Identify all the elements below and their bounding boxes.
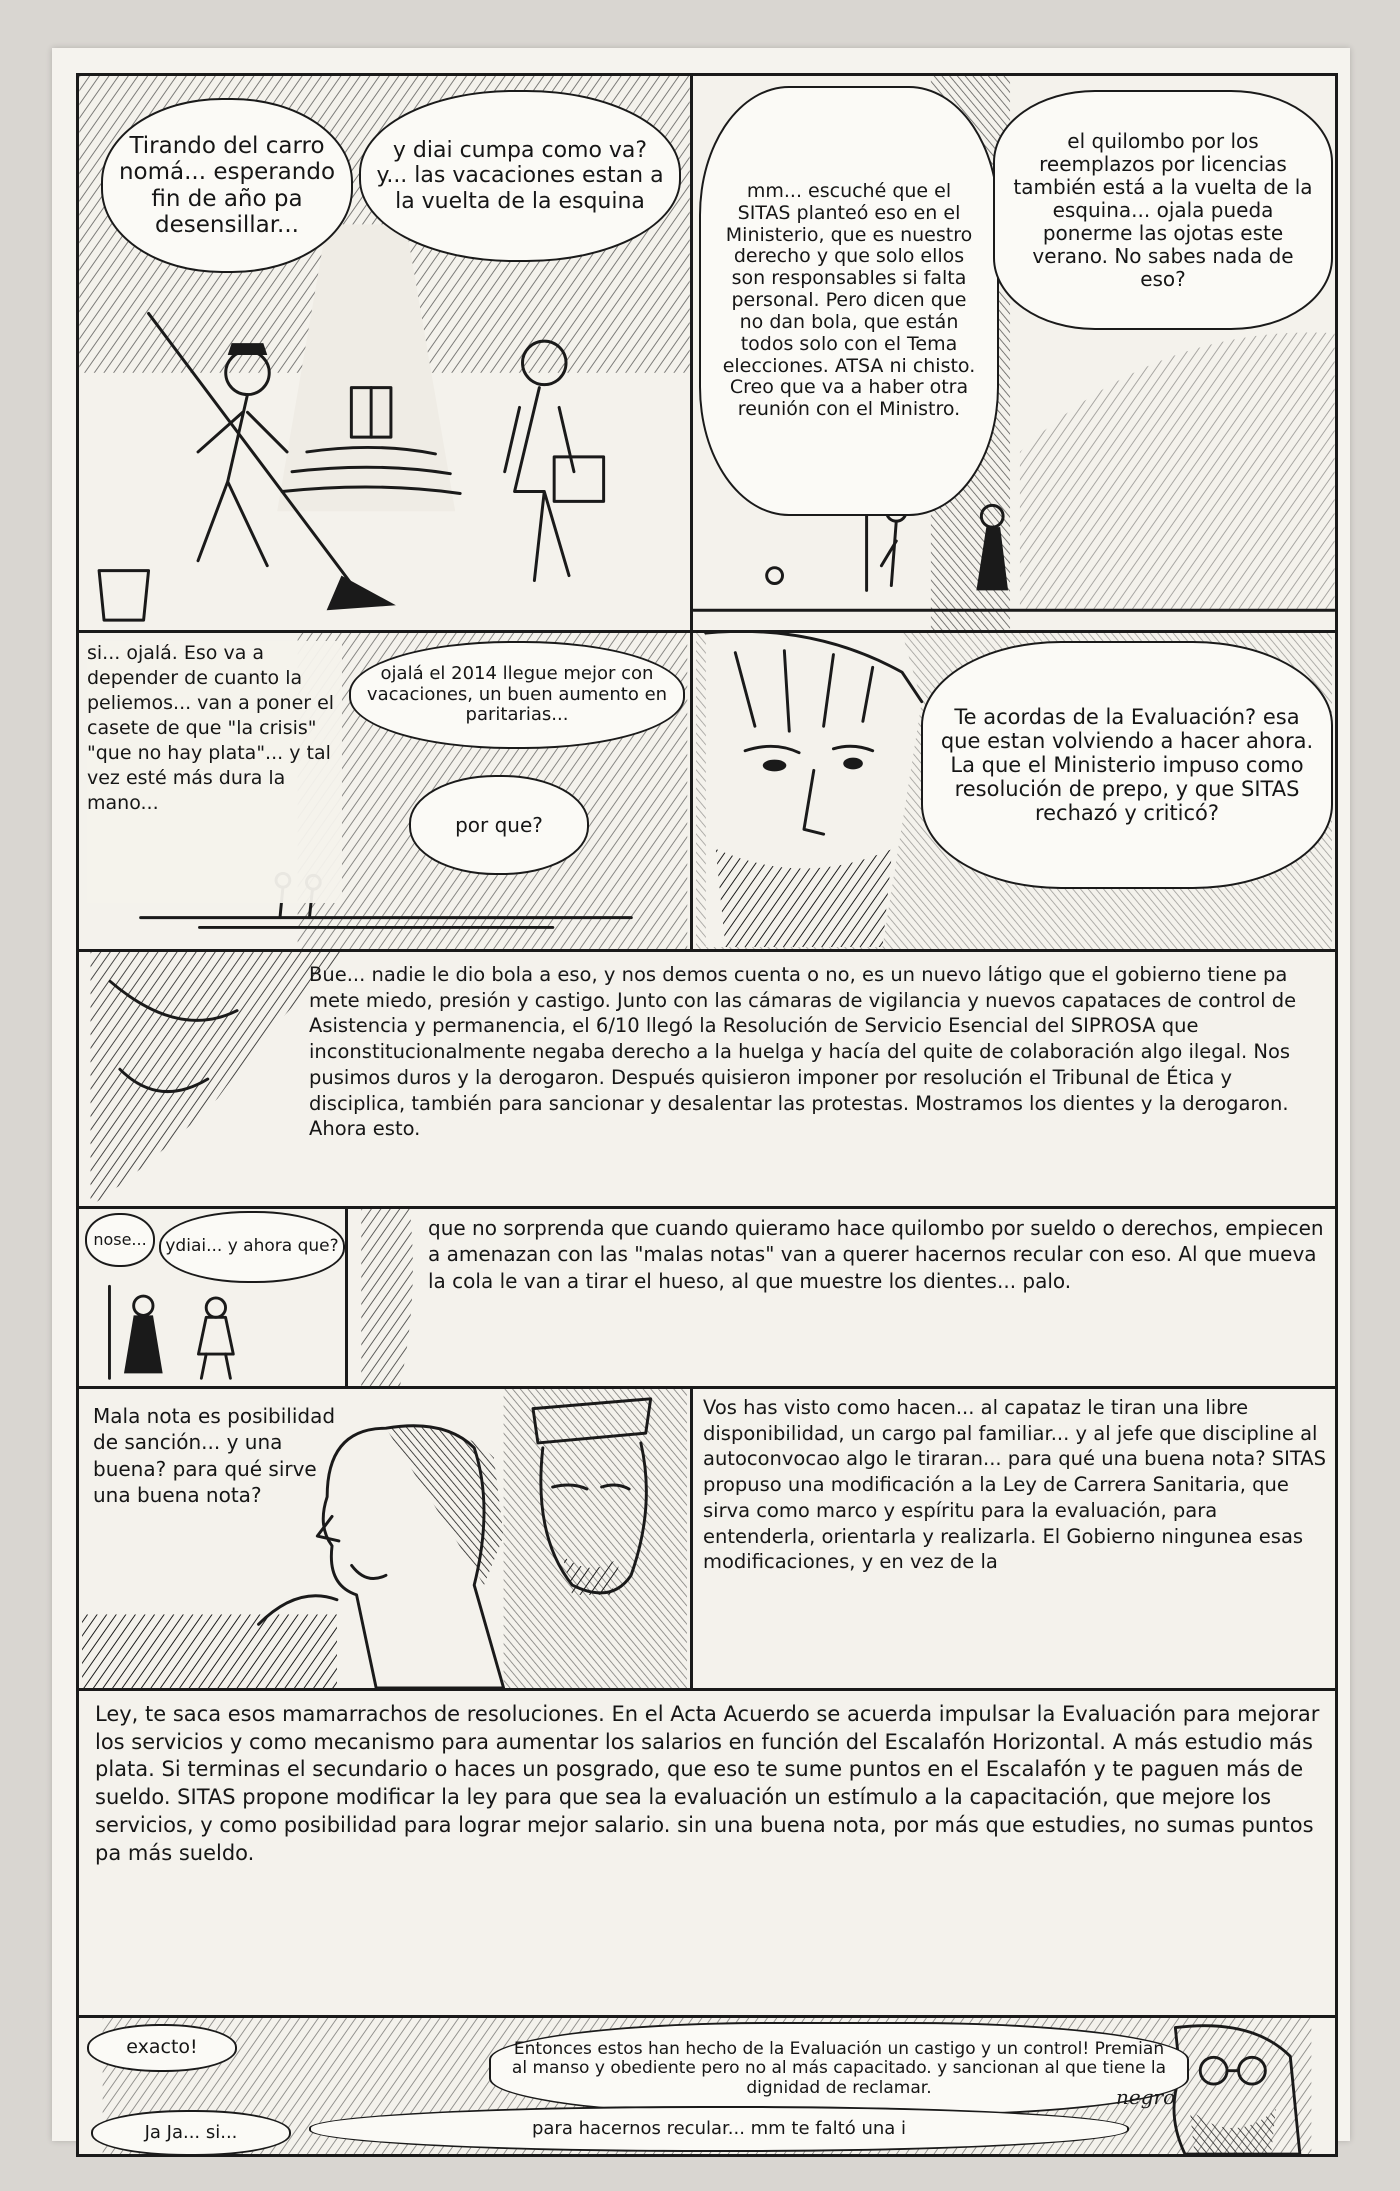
man-with-folder-figure xyxy=(505,341,604,580)
artist-signature: negro xyxy=(1116,2085,1176,2109)
caption-ojala: si... ojalá. Eso va a depender de cuanto la peliemos... van a poner el casete de que "la crisis" "que no hay plata"... y tal vez esté más dura la mano... xyxy=(87,641,342,903)
speech-bubble-nose: nose... xyxy=(85,1213,155,1267)
capped-man-figure xyxy=(504,1389,687,1688)
caption-capataz: Vos has visto como hacen... al capataz le tiran una libre disponibilidad, un cargo pal familiar... y al jefe que discipline al autoconvocao algo le tiraran... para qué una buena nota? SITAS propuso una modificación a la Ley de Carrera Sanitaria, que sirva como marco y espíritu para la evaluación, para entenderla, orientarla y realizarla. El Gobierno ningunea esas modificaciones, y en vez de la xyxy=(703,1396,1327,1574)
speech-bubble-jaja: Ja Ja... si... xyxy=(91,2110,291,2156)
caption-mala-nota: Mala nota es posibilidad de sanción... y una buena? para qué sirve una buena nota? xyxy=(93,1404,336,1508)
speech-bubble-2014: ojalá el 2014 llegue mejor con vacaciones, un buen aumento en paritarias... xyxy=(349,641,685,749)
panel-8-thinking xyxy=(76,1386,693,1691)
panel-1-hallway xyxy=(76,73,693,633)
caption-history: Bue... nadie le dio bola a eso, y nos demos cuenta o no, es un nuevo látigo que el gobierno tiene pa mete miedo, presión y castigo. Junto con las cámaras de vigilancia y nuevos capataces de control de Asistencia y permanencia, el 6/10 llegó la Resolución de Servicio Esencial del SIPROSA que inconstitucionalmente negaba derecho a la huelga y hacía del quite de colaboración algo ilegal. Nos pusimos duros y la derogaron. Después quisieron imponer por resolución el Tribunal de Ética y disciplica, también para sancionar y desalentar las protestas. Mostramos los dientes y la derogaron. Ahora esto. xyxy=(309,963,1297,1141)
speech-bubble-licencias: el quilombo por los reemplazos por licencias también está a la vuelta de la esquina... ojala pueda ponerme las ojotas este verano. No sabes nada de eso? xyxy=(993,90,1333,330)
panel-6-nose xyxy=(76,1206,348,1389)
bearded-face xyxy=(706,633,922,947)
speech-bubble-sitas-news: mm... escuché que el SITAS planteó eso en el Ministerio, que es nuestro derecho y que solo ellos son responsables si falta personal. Pero dicen que no dan bola, que están todos solo con el Tema elecciones. ATSA ni chisto. Creo que va a haber otra reunión con el Ministro. xyxy=(699,86,999,516)
comic-page xyxy=(76,73,1338,2143)
caption-ley: Ley, te saca esos mamarrachos de resoluciones. En el Acta Acuerdo se acuerda impulsar la Evaluación para mejorar los servicios y como mecanismo para aumentar los salarios en función del Escalafón Horizontal. A más estudio más plata. Si terminas el secundario o haces un posgrado, que eso te sume puntos en el Escalafón y te paguen más de sueldo. SITAS propone modificar la ley para que sea la evaluación un estímulo a la capacitación, que mejore los servicios, y como posibilidad para lograr mejor salario. sin una buena nota, por más que estudies, no sumas puntos pa más sueldo. xyxy=(95,1702,1320,1865)
speech-bubble-colleague: y diai cumpa como va? y... las vacaciones estan a la vuelta de la esquina xyxy=(359,90,681,262)
speech-bubble-evaluacion: Te acordas de la Evaluación? esa que estan volviendo a hacer ahora. La que el Ministerio impuso como resolución de prepo, y que SITAS rechazó y criticó? xyxy=(921,641,1333,889)
speech-bubble-janitor: Tirando del carro nomá... esperando fin de año pa desensillar... xyxy=(101,98,353,273)
panel-10-ley xyxy=(76,1688,1338,2018)
caption-malas-notas: que no sorprenda que cuando quieramo hace quilombo por sueldo o derechos, empiecen a amenazan con las "malas notas" van a querer hacernos recular con eso. Al que mueva la cola le van a tirar el hueso, al que muestre los dientes... palo. xyxy=(428,1216,1324,1293)
speech-bubble-castigo: Entonces estos han hecho de la Evaluación un castigo y un control! Premian al manso y obediente pero no al más capacitado. y sancionan al que tiene la dignidad de reclamar. xyxy=(489,2022,1189,2116)
speech-bubble-por-que: por que? xyxy=(409,775,589,875)
panel-7-warning xyxy=(345,1206,1338,1389)
speech-bubble-y-ahora-que: ydiai... y ahora que? xyxy=(159,1211,345,1283)
panel-4-closeup xyxy=(690,630,1338,952)
speech-bubble-recular: para hacernos recular... mm te faltó una i xyxy=(309,2106,1129,2152)
panel-2-corridor xyxy=(690,73,1338,633)
panel-3-conversation xyxy=(76,630,693,952)
panel-9-capataz xyxy=(690,1386,1338,1691)
speech-bubble-exacto: exacto! xyxy=(87,2024,237,2072)
panel-5-history xyxy=(76,949,1338,1209)
